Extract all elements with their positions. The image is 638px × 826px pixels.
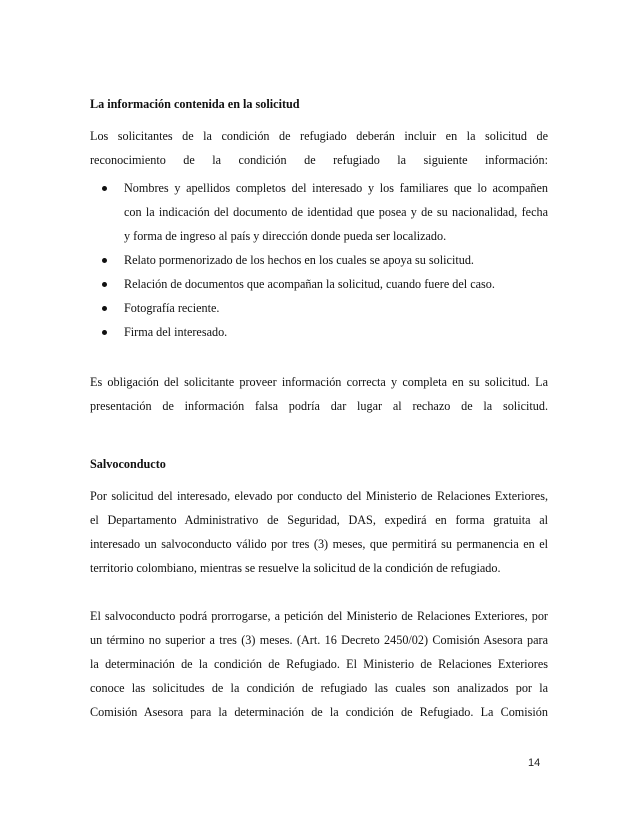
- paragraph-line: reconocimiento de la condición de refugiado la siguiente información:: [90, 153, 548, 167]
- list-item: [90, 320, 548, 344]
- paragraph-line: interesado un salvoconducto válido por tres (3) meses, que permitirá su permanencia en el: [90, 537, 548, 551]
- page-number: 14: [528, 757, 541, 769]
- list-item: [90, 296, 548, 320]
- paragraph-line: Los solicitantes de la condición de refugiado deberán incluir en la solicitud de: [90, 129, 548, 143]
- list-item-line: Nombres y apellidos completos del interesado y los familiares que lo acompañen: [124, 181, 548, 195]
- paragraph-line: El salvoconducto podrá prorrogarse, a petición del Ministerio de Relaciones Exteriores, por: [90, 609, 548, 623]
- paragraph-line: presentación de información falsa podría dar lugar al rechazo de la solicitud.: [90, 399, 548, 413]
- bullet-icon: [102, 330, 107, 335]
- section-heading-salvoconducto: Salvoconducto: [90, 457, 166, 471]
- paragraph-salvoconducto-2: [90, 604, 548, 724]
- paragraph-line: territorio colombiano, mientras se resuelve la solicitud de la condición de refugiado.: [90, 561, 501, 575]
- paragraph-line: un término no superior a tres (3) meses. (Art. 16 Decreto 2450/02) Comisión Asesora para: [90, 633, 548, 647]
- paragraph-line: Es obligación del solicitante proveer información correcta y completa en su solicitud. La: [90, 375, 548, 389]
- list-item-line: con la indicación del documento de identidad que posea y de su nacionalidad, fecha: [124, 205, 548, 219]
- paragraph-line: la determinación de la condición de Refugiado. El Ministerio de Relaciones Exteriores: [90, 657, 548, 671]
- paragraph-intro: [90, 124, 548, 172]
- paragraph-line: Por solicitud del interesado, elevado por conducto del Ministerio de Relaciones Exteriores,: [90, 489, 548, 503]
- paragraph-line: conoce las solicitudes de la condición de refugiado las cuales son analizados por la: [90, 681, 548, 695]
- bullet-icon: [102, 186, 107, 191]
- paragraph-obligation: [90, 370, 548, 418]
- list-item-line: Relato pormenorizado de los hechos en los cuales se apoya su solicitud.: [124, 253, 474, 267]
- section-heading-information: La información contenida en la solicitud: [90, 97, 300, 111]
- list-item-line: Firma del interesado.: [124, 325, 228, 339]
- list-item-line: y forma de ingreso al país y dirección donde pueda ser localizado.: [124, 229, 447, 243]
- list-item-line: Fotografía reciente.: [124, 301, 220, 315]
- paragraph-salvoconducto-1: [90, 484, 548, 580]
- bullet-icon: [102, 282, 107, 287]
- paragraph-line: el Departamento Administrativo de Seguridad, DAS, expedirá en forma gratuita al: [90, 513, 548, 527]
- requirements-list: [90, 176, 548, 344]
- list-item: [90, 248, 548, 272]
- paragraph-line: Comisión Asesora para la determinación de la condición de Refugiado. La Comisión: [90, 705, 548, 719]
- list-item: [90, 176, 548, 248]
- list-item-line: Relación de documentos que acompañan la solicitud, cuando fuere del caso.: [124, 277, 495, 291]
- list-item: [90, 272, 548, 296]
- bullet-icon: [102, 306, 107, 311]
- bullet-icon: [102, 258, 107, 263]
